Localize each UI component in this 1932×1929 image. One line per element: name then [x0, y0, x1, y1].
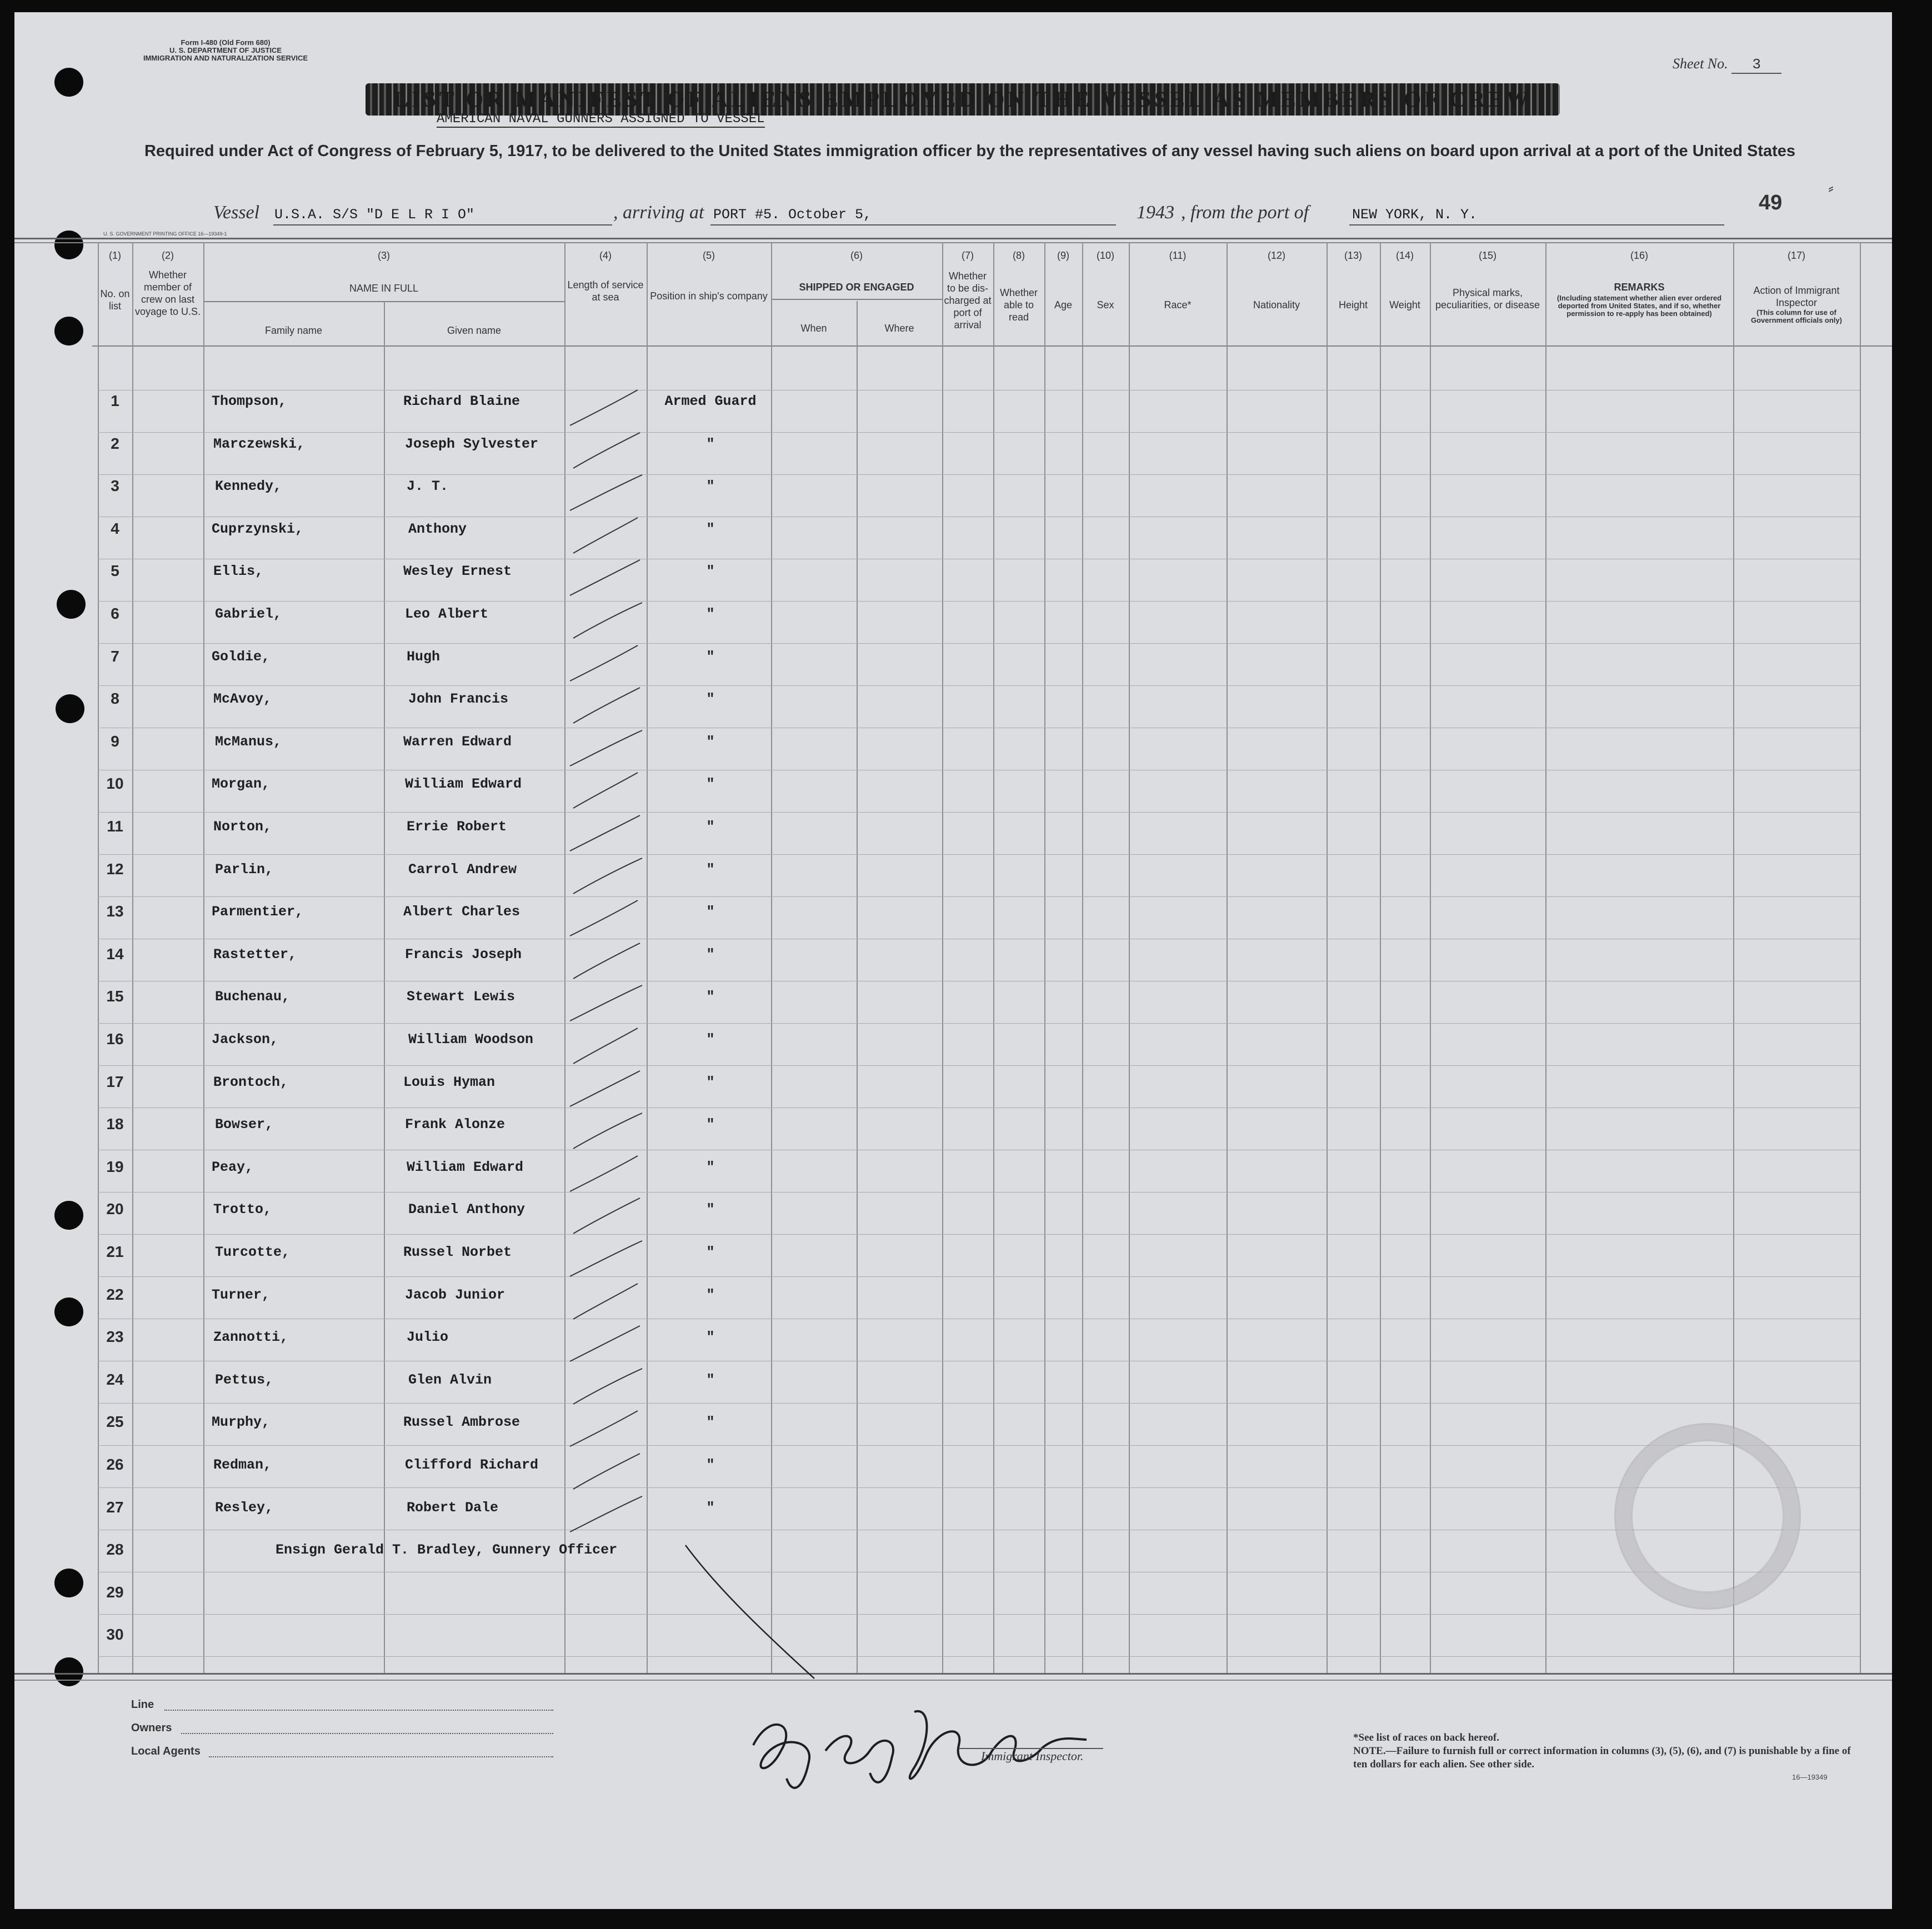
given-name: John Francis [408, 691, 509, 707]
given-name: J. T. [407, 478, 449, 494]
position-cell: " [706, 1244, 715, 1260]
col-number-3: (3) [378, 250, 390, 261]
service-slash [573, 688, 640, 723]
col-number-7: (7) [962, 250, 974, 261]
position-cell: " [706, 1159, 715, 1175]
position-cell: " [706, 1329, 715, 1345]
given-name: Jacob Junior [405, 1287, 505, 1303]
position-cell: " [706, 819, 715, 835]
header-discharged: Whether to be dis- charged at port of arrival [944, 270, 992, 330]
from-port-label: , from the port of [1181, 202, 1309, 223]
row-number: 11 [107, 818, 123, 835]
service-slash [573, 773, 638, 808]
family-name: Murphy, [212, 1414, 271, 1430]
col-number-6: (6) [850, 250, 863, 261]
header-remarks-note: (Including statement whether alien ever ordered deported from United States, and if so, whether permission to re-apply has been obtained) [1556, 294, 1722, 318]
given-name: Julio [407, 1329, 449, 1345]
row-number: 9 [111, 733, 119, 750]
col-number-5: (5) [703, 250, 715, 261]
arrival-year: 1943 [1137, 202, 1174, 223]
family-name: Zannotti, [213, 1329, 289, 1345]
header-physical-marks: Physical marks, peculiarities, or disease [1435, 287, 1540, 310]
service-slash [570, 730, 642, 766]
given-name: Anthony [408, 521, 467, 537]
family-name: McManus, [215, 734, 282, 750]
header-shipped-or-engaged: SHIPPED OR ENGAGED [799, 282, 914, 293]
row-number: 6 [111, 605, 119, 622]
service-slash-marks [14, 12, 1892, 1909]
header-position: Position in ship's company [650, 290, 768, 302]
given-name: Glen Alvin [408, 1372, 492, 1388]
manifest-sheet [14, 12, 1892, 1909]
header-crew-last-voyage: Whether member of crew on last voyage to U.S. [134, 269, 201, 317]
service-slash [570, 1496, 642, 1532]
footer-owners-label: Owners [131, 1722, 172, 1734]
family-name: Goldie, [212, 649, 271, 665]
header-able-to-read: Whether able to read [999, 287, 1038, 323]
header-age: Age [1054, 299, 1073, 310]
family-name: Morgan, [212, 776, 271, 792]
service-slash [570, 1071, 640, 1106]
races-note: *See list of races on back hereof. [1353, 1732, 1499, 1743]
position-cell: " [706, 563, 715, 579]
service-slash [570, 390, 638, 425]
family-name: Rastetter, [213, 946, 297, 963]
footer-line-label: Line [131, 1698, 154, 1711]
header-remarks: REMARKS [1614, 282, 1665, 293]
header-sex: Sex [1097, 299, 1114, 310]
service-slash [573, 1198, 640, 1234]
row-number: 17 [106, 1073, 124, 1090]
family-name: Turner, [212, 1287, 271, 1303]
given-name: Frank Alonze [405, 1116, 505, 1133]
position-cell: " [706, 1074, 715, 1090]
service-slash [570, 1241, 642, 1276]
service-slash [570, 1326, 640, 1361]
col-number-8: (8) [1013, 250, 1025, 261]
service-slash [573, 858, 642, 894]
vessel-label: Vessel [213, 202, 260, 223]
position-cell: " [706, 1287, 715, 1303]
family-name: Peay, [212, 1159, 254, 1175]
service-slash [573, 943, 640, 979]
header-where: Where [884, 323, 914, 334]
arriving-at: PORT #5. October 5, [713, 207, 872, 223]
given-name: Daniel Anthony [408, 1201, 525, 1217]
header-no-on-list: No. on list [100, 288, 130, 312]
signature-flourish [685, 1545, 814, 1679]
row-number: 30 [106, 1626, 124, 1643]
position-cell: " [706, 904, 715, 920]
col-number-15: (15) [1478, 250, 1496, 261]
given-name: William Woodson [408, 1031, 534, 1048]
position-cell: " [706, 1372, 715, 1388]
row-number: 18 [106, 1115, 124, 1133]
footer-agents-label: Local Agents [131, 1745, 201, 1757]
family-name: Buchenau, [215, 989, 291, 1005]
service-slash [570, 985, 642, 1021]
struck-title-text: LIST OR MANIFEST OF ALIENS EMPLOYED ON THE VESSEL AS MEMBERS OF CREW [393, 87, 1532, 112]
row-number: 28 [106, 1541, 124, 1558]
row-number: 14 [106, 945, 124, 963]
header-weight: Weight [1389, 299, 1420, 310]
family-name: Bowser, [215, 1116, 274, 1133]
given-name: Warren Edward [403, 734, 512, 750]
given-name: Joseph Sylvester [405, 436, 539, 452]
family-name: Brontoch, [213, 1074, 289, 1090]
position-cell: " [706, 521, 715, 537]
given-name: William Edward [405, 776, 522, 792]
row-number: 1 [111, 392, 119, 409]
vessel-name: U.S.A. S/S "D E L R I O" [274, 207, 475, 223]
header-name-in-full: NAME IN FULL [349, 283, 419, 294]
col-number-4: (4) [599, 250, 612, 261]
family-name: Cuprzynski, [212, 521, 304, 537]
row-number: 3 [111, 477, 119, 494]
position-cell: " [706, 989, 715, 1005]
service-slash [573, 1028, 638, 1064]
given-name: Russel Norbet [403, 1244, 512, 1260]
position-cell: " [706, 1414, 715, 1430]
service-slash [573, 1113, 642, 1149]
row-number: 13 [106, 903, 124, 920]
sheet-label: Sheet No. [1673, 56, 1728, 72]
col-number-11: (11) [1169, 250, 1187, 261]
service-slash [570, 560, 640, 595]
col-number-10: (10) [1096, 250, 1114, 261]
stray-mark: ⸗ [1828, 179, 1834, 197]
family-name: Norton, [213, 819, 272, 835]
header-given-name: Given name [447, 325, 502, 336]
arriving-label: , arriving at [613, 202, 704, 223]
service-slash [573, 518, 638, 553]
given-name: Robert Dale [407, 1500, 499, 1516]
header-height: Height [1338, 299, 1368, 310]
family-name: Thompson, [212, 393, 287, 409]
given-name: Carrol Andrew [408, 861, 517, 878]
family-name: Parlin, [215, 861, 274, 878]
position-cell: " [706, 776, 715, 792]
form-code: 16—19349 [1792, 1773, 1828, 1781]
row-number: 26 [106, 1456, 124, 1473]
family-name: Marczewski, [213, 436, 306, 452]
row-number: 24 [106, 1371, 124, 1388]
position-cell: " [706, 606, 715, 622]
position-cell: " [706, 649, 715, 665]
row-number: 29 [106, 1584, 124, 1601]
col-number-17: (17) [1787, 250, 1805, 261]
row-number: 5 [111, 562, 119, 579]
position-cell: " [706, 1500, 715, 1516]
family-name: Pettus, [215, 1372, 274, 1388]
header-nationality: Nationality [1253, 299, 1300, 310]
service-slash [570, 645, 638, 681]
row-number: 2 [111, 435, 119, 452]
service-slash [573, 433, 640, 468]
printing-office: U. S. GOVERNMENT PRINTING OFFICE 16—19349-1 [103, 231, 227, 237]
header-race: Race* [1164, 299, 1192, 310]
given-name: Albert Charles [403, 904, 520, 920]
col-number-16: (16) [1630, 250, 1648, 261]
row-number: 7 [111, 648, 119, 665]
given-name: Wesley Ernest [403, 563, 512, 579]
requirement-text: Required under Act of Congress of February 5, 1917, to be delivered to the United States immigration officer by the representatives of any vessel having such aliens on board upon arrival at a port of the United States [144, 142, 1796, 160]
col-number-2: (2) [162, 250, 174, 261]
family-name: Ensign Gerald T. Bradley, Gunnery Officer [276, 1542, 618, 1558]
sheet-value: 3 [1731, 56, 1781, 74]
col-number-12: (12) [1267, 250, 1285, 261]
row-number: 25 [106, 1413, 124, 1430]
family-name: Jackson, [212, 1031, 279, 1048]
position-cell: " [706, 946, 715, 963]
inspector-signature [731, 1690, 1120, 1801]
header-length-of-service: Length of service at sea [567, 279, 644, 303]
col-number-9: (9) [1057, 250, 1069, 261]
form-number: Form I-480 (Old Form 680) [181, 38, 271, 47]
family-name: Turcotte, [215, 1244, 291, 1260]
family-name: Kennedy, [215, 478, 282, 494]
position-cell: " [706, 861, 715, 878]
position-cell: " [706, 1116, 715, 1133]
service-slash [573, 603, 642, 638]
row-number: 27 [106, 1499, 124, 1516]
given-name: Stewart Lewis [407, 989, 515, 1005]
service-slash [570, 475, 642, 510]
header-inspector-note: (This column for use of Government officials only) [1751, 308, 1842, 324]
header-when: When [800, 323, 827, 334]
family-name: Ellis, [213, 563, 264, 579]
fine-note: NOTE.—Failure to furnish full or correct information in columns (3), (5), (6), and (7) is punishable by a fine of ten dollars for each alien. See other side. [1353, 1745, 1851, 1770]
given-name: Richard Blaine [403, 393, 520, 409]
inspector-label: Immigrant Inspector. [981, 1749, 1084, 1763]
header-family-name: Family name [264, 325, 323, 336]
department: U. S. DEPARTMENT OF JUSTICE [169, 46, 282, 54]
col-number-13: (13) [1344, 250, 1362, 261]
from-port: NEW YORK, N. Y. [1352, 207, 1478, 223]
row-number: 21 [106, 1243, 124, 1260]
given-name: Leo Albert [405, 606, 489, 622]
row-number: 4 [111, 520, 119, 537]
given-name: Clifford Richard [405, 1457, 539, 1473]
family-name: Redman, [213, 1457, 272, 1473]
family-name: Gabriel, [215, 606, 282, 622]
position-cell: " [706, 478, 715, 494]
given-name: Russel Ambrose [403, 1414, 520, 1430]
position-cell: " [706, 436, 715, 452]
footer-notes [1353, 1731, 1853, 1771]
position-cell: " [706, 1201, 715, 1217]
header-inspector-action: Action of Immigrant Inspector [1753, 285, 1840, 308]
service-slash [570, 1411, 638, 1446]
row-number: 23 [106, 1328, 124, 1345]
row-number: 22 [106, 1286, 124, 1303]
position-cell: " [706, 691, 715, 707]
given-name: Hugh [407, 649, 441, 665]
position-cell: " [706, 734, 715, 750]
col-number-14: (14) [1395, 250, 1414, 261]
row-number: 19 [106, 1158, 124, 1175]
service-slash [570, 815, 640, 851]
embossed-seal [1614, 1423, 1801, 1610]
row-number: 12 [106, 860, 124, 878]
family-name: McAvoy, [213, 691, 272, 707]
family-name: Parmentier, [212, 904, 304, 920]
given-name: Francis Joseph [405, 946, 522, 963]
family-name: Resley, [215, 1500, 274, 1516]
row-number: 20 [106, 1200, 124, 1217]
service-slash [570, 900, 638, 936]
service-slash [573, 1369, 642, 1404]
row-number: 15 [106, 988, 124, 1005]
given-name: Louis Hyman [403, 1074, 495, 1090]
given-name: Errie Robert [407, 819, 507, 835]
page-number: 49 [1759, 191, 1783, 214]
typed-subtitle: AMERICAN NAVAL GUNNERS ASSIGNED TO VESSEL [437, 112, 765, 127]
service-slash [573, 1454, 640, 1489]
position-cell: Armed Guard [664, 393, 757, 409]
family-name: Trotto, [213, 1201, 272, 1217]
service-slash [573, 1284, 638, 1319]
row-number: 16 [106, 1030, 124, 1048]
position-cell: " [706, 1031, 715, 1048]
row-number: 8 [111, 690, 119, 707]
position-cell: " [706, 1457, 715, 1473]
col-number-1: (1) [109, 250, 121, 261]
service-slash [570, 1156, 638, 1191]
row-number: 10 [106, 775, 124, 792]
given-name: William Edward [407, 1159, 524, 1175]
service: IMMIGRATION AND NATURALIZATION SERVICE [143, 54, 308, 62]
